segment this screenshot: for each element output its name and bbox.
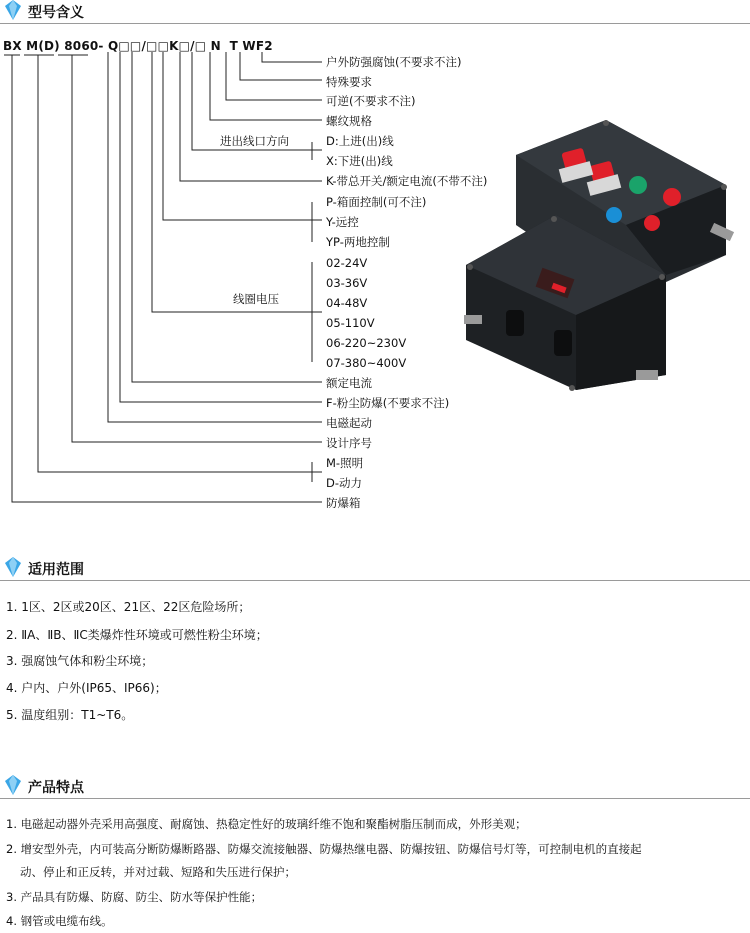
label-design-no: 设计序号	[326, 436, 372, 450]
label-main-switch: K-带总开关/额定电流(不带不注)	[326, 174, 488, 188]
section-title: 型号含义	[28, 5, 84, 21]
label-panel-control: P-箱面控制(可不注)	[326, 195, 427, 209]
label-v48: 04-48V	[326, 296, 368, 310]
label-top-entry: D:上进(出)线	[326, 134, 394, 148]
label-coil-group: 线圈电压	[233, 292, 279, 306]
label-starter: 电磁起动	[326, 416, 372, 430]
feature-item: 3. 产品具有防爆、防腐、防尘、防水等保护性能；	[6, 890, 263, 904]
label-v380: 07-380~400V	[326, 356, 407, 370]
label-v24: 02-24V	[326, 256, 368, 270]
label-reversible: 可逆(不要求不注)	[326, 94, 416, 108]
model-code: BX M(D) 8060- Q□□/□□K□/□ N T WF2	[3, 39, 273, 53]
scope-item: 1. 1区、2区或20区、21区、22区危险场所；	[6, 600, 251, 614]
label-remote: Y-远控	[326, 215, 359, 229]
diamond-gem-icon	[5, 775, 21, 795]
scope-item: 3. 强腐蚀气体和粉尘环境；	[6, 654, 154, 668]
diamond-gem-icon	[5, 557, 21, 577]
label-rated-current: 额定电流	[326, 376, 372, 390]
label-direction-group: 进出线口方向	[220, 134, 289, 148]
section-title: 产品特点	[28, 780, 84, 796]
section-header-scope	[0, 557, 750, 583]
scope-item: 4. 户内、户外(IP65、IP66)；	[6, 681, 167, 695]
feature-item: 1. 电磁起动器外壳采用高强度、耐腐蚀、热稳定性好的玻璃纤维不饱和聚酯树脂压制而成，外形美观；	[6, 817, 527, 831]
label-v220: 06-220~230V	[326, 336, 407, 350]
label-bottom-entry: X:下进(出)线	[326, 154, 393, 168]
scope-item: 2. ⅡA、ⅡB、ⅡC类爆炸性环境或可燃性粉尘环境；	[6, 628, 268, 642]
label-outdoor: 户外防强腐蚀(不要求不注)	[326, 55, 462, 69]
label-dual: YP-两地控制	[326, 235, 390, 249]
scope-item: 5. 温度组别：T1~T6。	[6, 708, 134, 722]
divider	[0, 798, 750, 799]
explosion-proof-box-photo	[456, 115, 746, 395]
label-box: 防爆箱	[326, 496, 361, 510]
label-thread: 螺纹规格	[326, 114, 372, 128]
divider	[0, 580, 750, 581]
label-v36: 03-36V	[326, 276, 368, 290]
label-power: D-动力	[326, 476, 363, 490]
section-header-features	[0, 775, 750, 801]
section-title: 适用范围	[28, 562, 84, 578]
label-lighting: M-照明	[326, 456, 364, 470]
feature-item: 4. 钢管或电缆布线。	[6, 914, 113, 928]
feature-item: 2. 增安型外壳，内可装高分断防爆断路器、防爆交流接触器、防爆热继电器、防爆按钮、防爆信号灯等，可控制电机的直接起	[6, 842, 642, 856]
label-v110: 05-110V	[326, 316, 375, 330]
label-dust: F-粉尘防爆(不要求不注)	[326, 396, 450, 410]
label-special: 特殊要求	[326, 75, 372, 89]
feature-item: 动、停止和正反转，并对过载、短路和失压进行保护；	[20, 865, 296, 879]
